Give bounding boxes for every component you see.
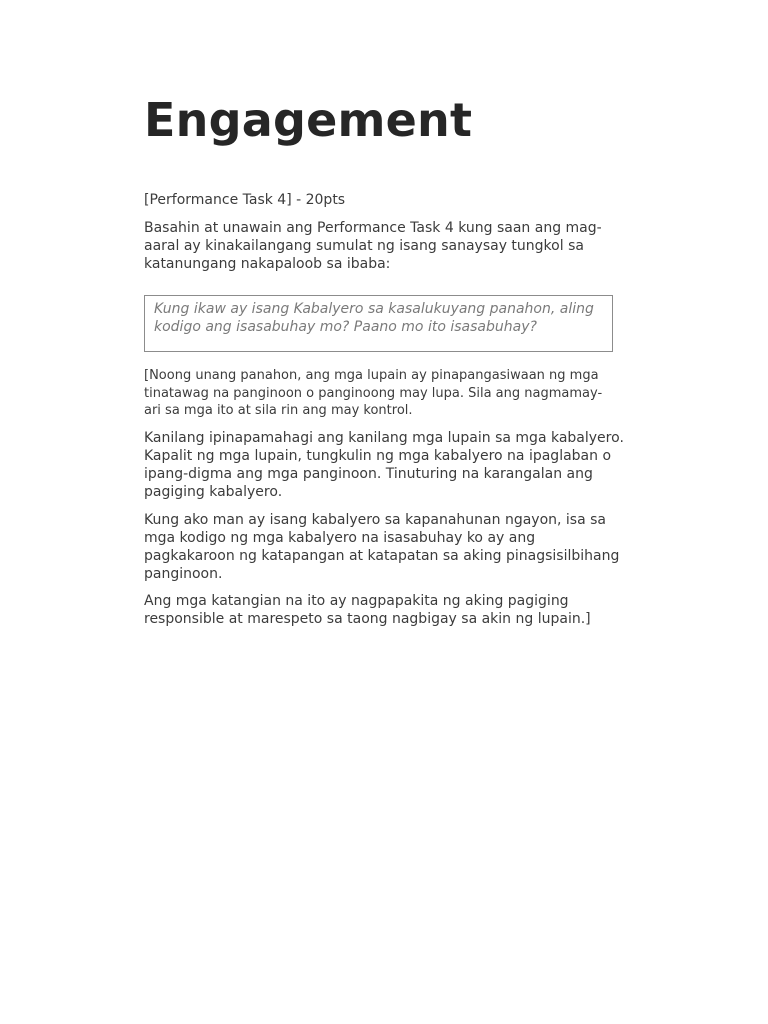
instructions-paragraph: Basahin at unawain ang Performance Task 4 kung saan ang mag-aaral ay kinakailangang sumulat ng isang sanaysay tungkol sa katanungang nakapaloob sa ibaba: [144,220,602,272]
answer-paragraph-1: [Noong unang panahon, ang mga lupain ay pinapangasiwaan ng mga tinatawag na panginoon o panginoong may lupa. Sila ang nagmamay-ari sa mga ito at sila rin ang may kontrol. [144,368,603,418]
answer-paragraph-3: Kung ako man ay isang kabalyero sa kapanahunan ngayon, isa sa mga kodigo ng mga kabalyero na isasabuhay ko ay ang pagkakaroon ng katapangan at katapatan sa aking pinagsisilbihang panginoon. [144,512,620,582]
question-box [144,295,613,352]
answer-paragraph-4: Ang mga katangian na ito ay nagpapakita ng aking pagiging responsible at marespeto sa taong nagbigay sa akin ng lupain.] [144,593,591,627]
question-text: Kung ikaw ay isang Kabalyero sa kasalukuyang panahon, aling kodigo ang isasabuhay mo? Paano mo ito isasabuhay? [154,301,594,335]
task-label: [Performance Task 4] - 20pts [144,192,346,208]
answer-paragraph-2: Kanilang ipinapamahagi ang kanilang mga lupain sa mga kabalyero. Kapalit ng mga lupain, tungkulin ng mga kabalyero na ipaglaban o ipang-digma ang mga panginoon. Tinuturing na karangalan ang pagiging kabalyero. [144,430,624,500]
page-title: Engagement [144,93,473,147]
